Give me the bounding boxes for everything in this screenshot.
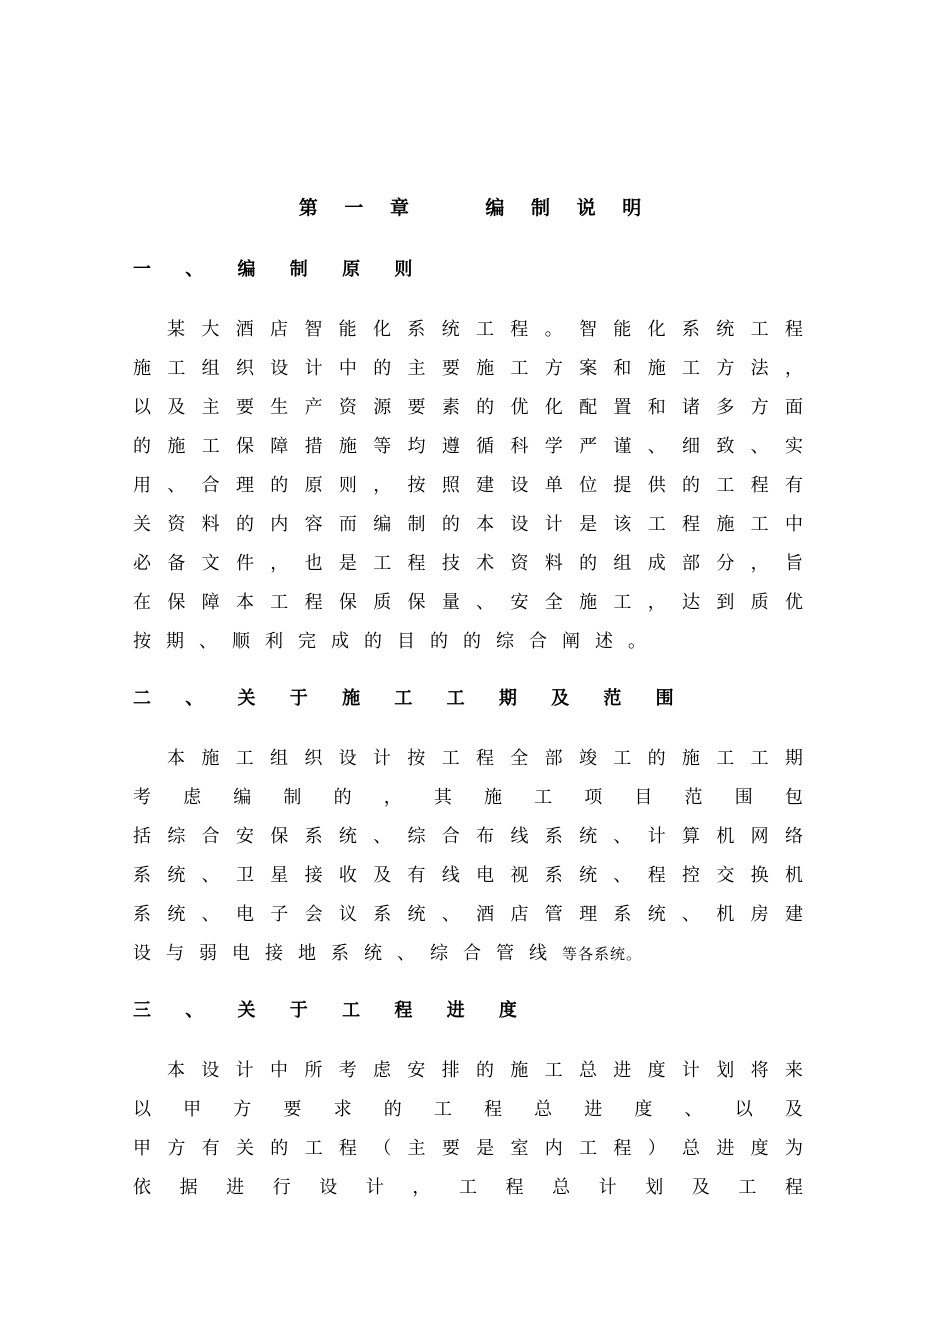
paragraph-line: 必 备 文 件 ， 也 是 工 程 技 术 资 料 的 组 成 部 分 ， 旨 — [133, 553, 803, 574]
paragraph-line: 本 设 计 中 所 考 虑 安 排 的 施 工 总 进 度 计 划 将 来 — [167, 1060, 803, 1081]
paragraph-line: 本 施 工 组 织 设 计 按 工 程 全 部 竣 工 的 施 工 工 期 — [167, 748, 803, 769]
chapter-title: 第 一 章 编 制 说 明 — [298, 197, 652, 219]
paragraph-line: 设 与 弱 电 接 地 系 统 、 综 合 管 线 等各系统。 — [133, 940, 803, 968]
paragraph-line: 的 施 工 保 障 措 施 等 均 遵 循 科 学 严 谨 、 细 致 、 实 — [133, 436, 803, 457]
section-heading-2: 二 、 关 于 施 工 工 期 及 范 围 — [133, 688, 688, 709]
paragraph-line: 按 期 、 顺 利 完 成 的 目 的 的 综 合 阐 述 。 — [133, 631, 646, 652]
section-heading-3: 三 、 关 于 工 程 进 度 — [133, 1000, 531, 1021]
paragraph-line: 系 统 、 卫 星 接 收 及 有 线 电 视 系 统 、 程 控 交 换 机 — [133, 865, 803, 886]
paragraph-line: 甲 方 有 关 的 工 程 （ 主 要 是 室 内 工 程 ） 总 进 度 为 — [133, 1138, 803, 1159]
inline-small-text: 等各系统。 — [562, 945, 643, 963]
paragraph-line: 关 资 料 的 内 容 而 编 制 的 本 设 计 是 该 工 程 施 工 中 — [133, 514, 803, 535]
paragraph-line: 在 保 障 本 工 程 保 质 保 量 、 安 全 施 工 ， 达 到 质 优 — [133, 592, 803, 613]
paragraph-line: 用 、 合 理 的 原 则 ， 按 照 建 设 单 位 提 供 的 工 程 有 — [133, 475, 803, 496]
paragraph-line: 系 统 、 电 子 会 议 系 统 、 酒 店 管 理 系 统 、 机 房 建 — [133, 904, 803, 925]
paragraph-line: 以 甲 方 要 求 的 工 程 总 进 度 、 以 及 — [133, 1099, 803, 1120]
paragraph-line: 考 虑 编 制 的 ， 其 施 工 项 目 范 围 包 — [133, 787, 803, 808]
paragraph-line: 以 及 主 要 生 产 资 源 要 素 的 优 化 配 置 和 诸 多 方 面 — [133, 397, 803, 418]
paragraph-line: 施 工 组 织 设 计 中 的 主 要 施 工 方 案 和 施 工 方 法 ， — [133, 358, 803, 379]
paragraph-line: 某 大 酒 店 智 能 化 系 统 工 程 。 智 能 化 系 统 工 程 — [167, 319, 803, 340]
section-heading-1: 一 、 编 制 原 则 — [133, 259, 427, 280]
paragraph-line: 依 据 进 行 设 计 ， 工 程 总 计 划 及 工 程 — [133, 1177, 803, 1198]
paragraph-line: 括 综 合 安 保 系 统 、 综 合 布 线 系 统 、 计 算 机 网 络 — [133, 826, 803, 847]
